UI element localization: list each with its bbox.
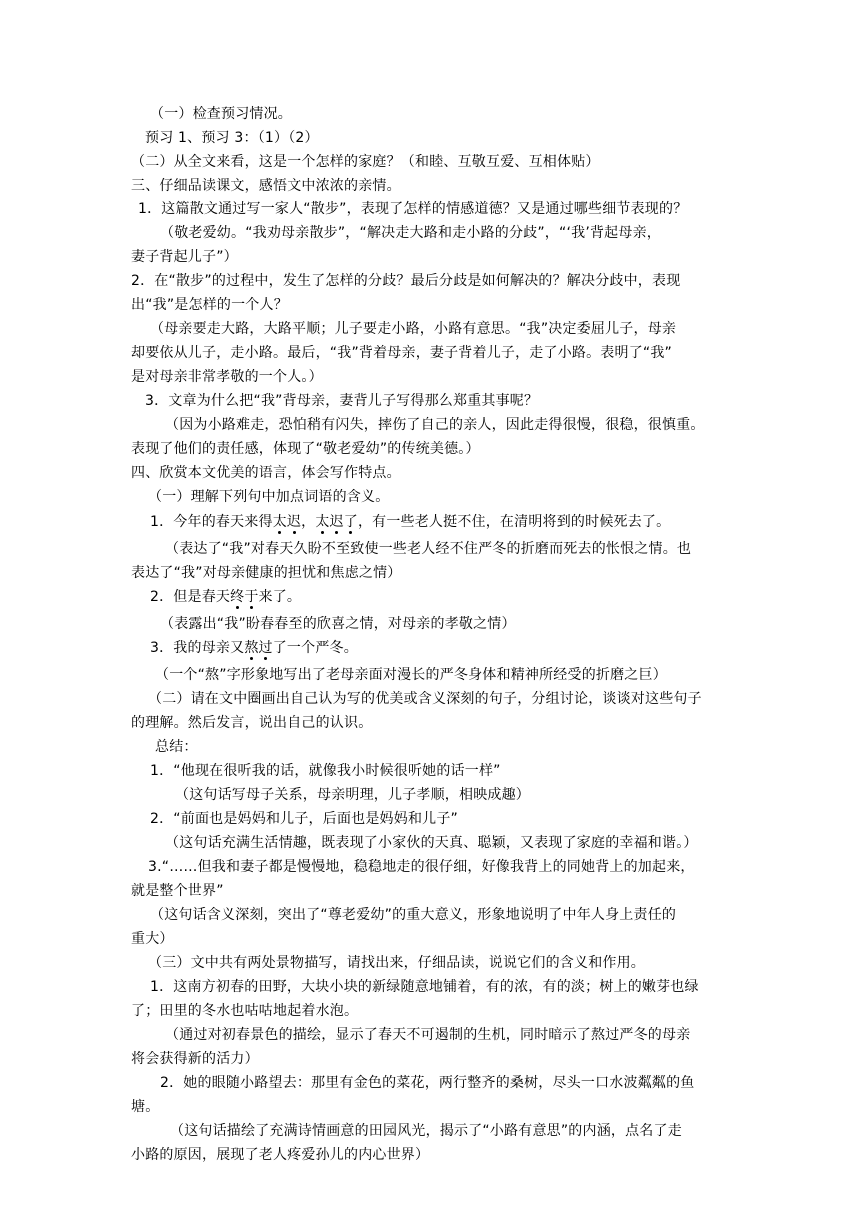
text-line: 表达了“我”对母亲健康的担忧和焦虑之情） bbox=[131, 565, 402, 581]
text-line: 3．文章为什么把“我”背母亲，妻背儿子写得那么郑重其事呢？ bbox=[145, 393, 539, 409]
text-line-dotted: 2．但是春天终于来了。 bbox=[150, 589, 302, 605]
text-line: （因为小路难走，恐怕稍有闪失，摔伤了自己的亲人，因此走得很慢，很稳，很慎重。 bbox=[165, 417, 705, 433]
emphasis-char: 熬 bbox=[244, 640, 259, 656]
text-line: 2．她的眼随小路望去：那里有金色的菜花，两行整齐的桑树，尽头一口水波粼粼的鱼 bbox=[160, 1075, 695, 1091]
text-line: （一）理解下列句中加点词语的含义。 bbox=[148, 489, 390, 505]
text-line: 出“我”是怎样的一个人？ bbox=[131, 297, 288, 313]
text-line: （一）检查预习情况。 bbox=[150, 106, 292, 122]
text-line: （二）从全文来看，这是一个怎样的家庭？（和睦、互敬互爱、互相体贴） bbox=[131, 154, 600, 170]
text-line: （这句话含义深刻，突出了“尊老爱幼”的重大意义，形象地说明了中年人身上责任的 bbox=[150, 907, 677, 923]
emphasis-char: 太 bbox=[272, 514, 287, 530]
text-line: 总结： bbox=[155, 739, 198, 755]
emphasis-char: 终 bbox=[230, 589, 245, 605]
text-line: 1．“他现在很听我的话，就像我小时候很听她的话一样” bbox=[150, 763, 501, 779]
text-line: 表现了他们的责任感，体现了“敬老爱幼”的传统美德。） bbox=[131, 441, 480, 457]
text-line: （这句话充满生活情趣，既表现了小家伙的天真、聪颖，又表现了家庭的幸福和谐。） bbox=[165, 835, 698, 851]
emphasis-char: 于 bbox=[244, 589, 259, 605]
text-line: （这句话写母子关系，母亲明理，儿子孝顺，相映成趣） bbox=[175, 787, 530, 803]
text-line: 却要依从儿子，走小路。最后，“我”背着母亲，妻子背着儿子，走了小路。表明了“我” bbox=[131, 345, 673, 361]
emphasis-char: 迟 bbox=[286, 514, 302, 530]
text-line: 2．“前面也是妈妈和儿子，后面也是妈妈和儿子” bbox=[150, 811, 459, 827]
text-line: 塘。 bbox=[131, 1099, 160, 1115]
text-line: 的理解。然后发言，说出自己的认识。 bbox=[131, 715, 373, 731]
text-line: （母亲要走大路，大路平顺；儿子要走小路，小路有意思。“我”决定委屈儿子，母亲 bbox=[150, 321, 677, 337]
text-line: 妻子背起儿子”） bbox=[131, 249, 238, 265]
text-line: （表达了“我”对春天久盼不至致使一些老人经不住严冬的折磨而死去的怅恨之情。也 bbox=[165, 541, 692, 557]
emphasis-char: 太 bbox=[315, 514, 330, 530]
text-line: （通过对初春景色的描绘，显示了春天不可遏制的生机，同时暗示了熬过严冬的母亲 bbox=[165, 1027, 691, 1043]
text-line: 重大） bbox=[131, 931, 174, 947]
section-heading: 三、仔细品读课文，感悟文中浓浓的亲情。 bbox=[131, 178, 401, 194]
emphasis-char: 迟 bbox=[329, 514, 344, 530]
text-line: 1．这南方初春的田野，大块小块的新绿随意地铺着，有的浓，有的淡；树上的嫩芽也绿 bbox=[150, 979, 699, 995]
emphasis-char: 了 bbox=[343, 514, 358, 530]
text-line: （表露出“我”盼春春至的欣喜之情，对母亲的孝敬之情） bbox=[160, 616, 516, 632]
emphasis-char: 过 bbox=[258, 640, 273, 656]
text-line: 将会获得新的活力） bbox=[131, 1051, 259, 1067]
text-line: 3.“……但我和妻子都是慢慢地，稳稳地走的很仔细，好像我背上的同她背上的加起来， bbox=[148, 859, 695, 875]
text-line-dotted: 1．今年的春天来得太迟，太迟了，有一些老人挺不住，在清明将到的时候死去了。 bbox=[150, 514, 671, 530]
text-line-dotted: 3．我的母亲又熬过了一个严冬。 bbox=[150, 640, 358, 656]
text-line: （敬老爱幼。“我劝母亲散步”，“解决走大路和走小路的分歧”，“‘我’背起母亲， bbox=[160, 225, 661, 241]
text-line: 是对母亲非常孝敬的一个人。） bbox=[131, 369, 323, 385]
text-line: （三）文中共有两处景物描写，请找出来，仔细品读，说说它们的含义和作用。 bbox=[148, 955, 645, 971]
text-line: （这句话描绘了充满诗情画意的田园风光，揭示了“小路有意思”的内涵，点名了走 bbox=[170, 1123, 682, 1139]
text-line: 预习 1、预习 3：（1）（2） bbox=[145, 130, 319, 146]
text-line: 小路的原因，展现了老人疼爱孙儿的内心世界） bbox=[131, 1147, 430, 1163]
text-line: 2．在“散步”的过程中，发生了怎样的分歧？最后分歧是如何解决的？解决分歧中，表现 bbox=[131, 273, 681, 289]
text-line: 1．这篇散文通过写一家人“散步”，表现了怎样的情感道德？又是通过哪些细节表现的？ bbox=[138, 201, 688, 217]
text-line: （二）请在文中圈画出自己认为写的优美或含义深刻的句子，分组讨论，谈谈对这些句子 bbox=[148, 691, 702, 707]
section-heading: 四、欣赏本文优美的语言，体会写作特点。 bbox=[131, 465, 401, 481]
text-line: 了；田里的冬水也咕咕地起着水泡。 bbox=[131, 1003, 359, 1019]
text-line: （一个“熬”字形象地写出了老母亲面对漫长的严冬身体和精神所经受的折磨之巨） bbox=[155, 667, 667, 683]
text-line: 就是整个世界” bbox=[131, 883, 224, 899]
